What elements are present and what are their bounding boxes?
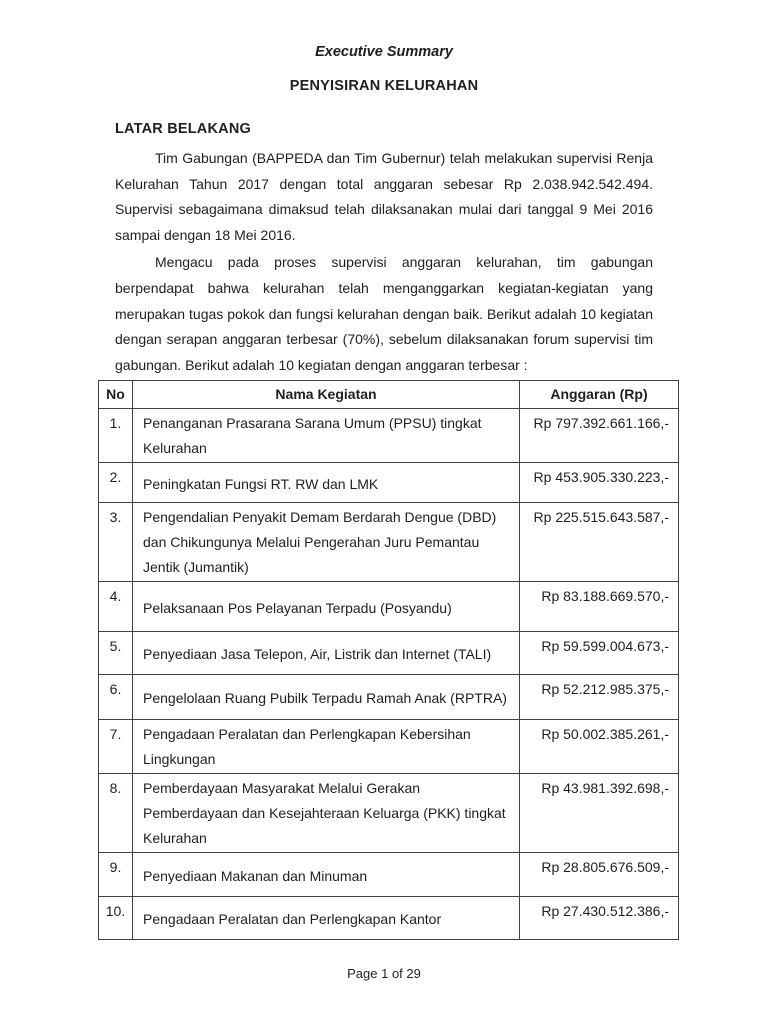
row-number-cell: 5. [99,632,133,675]
anggaran-cell: Rp 59.599.004.673,- [520,632,679,675]
anggaran-cell: Rp 50.002.385.261,- [520,720,679,774]
column-header-no: No [99,381,133,409]
anggaran-cell: Rp 453.905.330.223,- [520,463,679,503]
kegiatan-cell: Penanganan Prasarana Sarana Umum (PPSU) tingkat Kelurahan [133,409,520,463]
table-row [99,897,679,940]
doc-title-penyisiran-kelurahan: PENYISIRAN KELURAHAN [289,78,479,94]
anggaran-cell: Rp 27.430.512.386,- [520,897,679,940]
anggaran-cell: Rp 797.392.661.166,- [520,409,679,463]
row-number-cell: 6. [99,675,133,720]
row-number-cell: 10. [99,897,133,940]
row-number-cell: 4. [99,582,133,632]
table-row [99,720,679,774]
table-row [99,774,679,853]
anggaran-cell: Rp 28.805.676.509,- [520,853,679,897]
table-row [99,632,679,675]
table-row [99,853,679,897]
table-row [99,409,679,463]
kegiatan-cell: Pemberdayaan Masyarakat Melalui Gerakan Pemberdayaan dan Kesejahteraan Keluarga (PKK) tingkat Kelurahan [133,774,520,853]
column-header-anggaran: Anggaran (Rp) [520,381,679,409]
column-header-nama-kegiatan: Nama Kegiatan [133,381,520,409]
anggaran-cell: Rp 83.188.669.570,- [520,582,679,632]
kegiatan-cell: Peningkatan Fungsi RT. RW dan LMK [133,463,520,503]
doc-title-executive-summary: Executive Summary [315,44,453,60]
kegiatan-cell: Penyediaan Jasa Telepon, Air, Listrik dan Internet (TALI) [133,632,520,675]
row-number-cell: 1. [99,409,133,463]
table-row [99,503,679,582]
table-row [99,582,679,632]
kegiatan-cell: Pengadaan Peralatan dan Perlengkapan Kantor [133,897,520,940]
anggaran-cell: Rp 52.212.985.375,- [520,675,679,720]
page-number-footer: Page 1 of 29 [347,966,421,982]
row-number-cell: 8. [99,774,133,853]
kegiatan-cell: Penyediaan Makanan dan Minuman [133,853,520,897]
row-number-cell: 9. [99,853,133,897]
kegiatan-cell: Pengelolaan Ruang Pubilk Terpadu Ramah Anak (RPTRA) [133,675,520,720]
paragraph-mengacu: Mengacu pada proses supervisi anggaran kelurahan, tim gabungan berpendapat bahwa kelurahan telah menganggarkan kegiatan-kegiatan yang merupakan tugas pokok dan fungsi kelurahan dengan baik. Berikut adalah 10 kegiatan dengan serapan anggaran terbesar (70%), sebelum dilaksanakan forum supervisi tim gabungan. Berikut adalah 10 kegiatan dengan anggaran terbesar : [115,254,653,373]
anggaran-cell: Rp 43.981.392.698,- [520,774,679,853]
kegiatan-cell: Pengendalian Penyakit Demam Berdarah Dengue (DBD) dan Chikungunya Melalui Pengerahan Juru Pemantau Jentik (Jumantik) [133,503,520,582]
table-row [99,463,679,503]
kegiatan-cell: Pengadaan Peralatan dan Perlengkapan Kebersihan Lingkungan [133,720,520,774]
table-row [99,675,679,720]
row-number-cell: 7. [99,720,133,774]
row-number-cell: 3. [99,503,133,582]
paragraph-supervisi: Tim Gabungan (BAPPEDA dan Tim Gubernur) telah melakukan supervisi Renja Kelurahan Tahun 2017 dengan total anggaran sebesar Rp 2.038.942.542.494. Supervisi sebagaimana dimaksud telah dilaksanakan mulai dari tanggal 9 Mei 2016 sampai dengan 18 Mei 2016. [115,150,653,243]
row-number-cell: 2. [99,463,133,503]
section-heading-latar-belakang: LATAR BELAKANG [115,121,251,137]
table-header-row [99,381,679,409]
anggaran-cell: Rp 225.515.643.587,- [520,503,679,582]
budget-table [98,380,679,940]
kegiatan-cell: Pelaksanaan Pos Pelayanan Terpadu (Posyandu) [133,582,520,632]
